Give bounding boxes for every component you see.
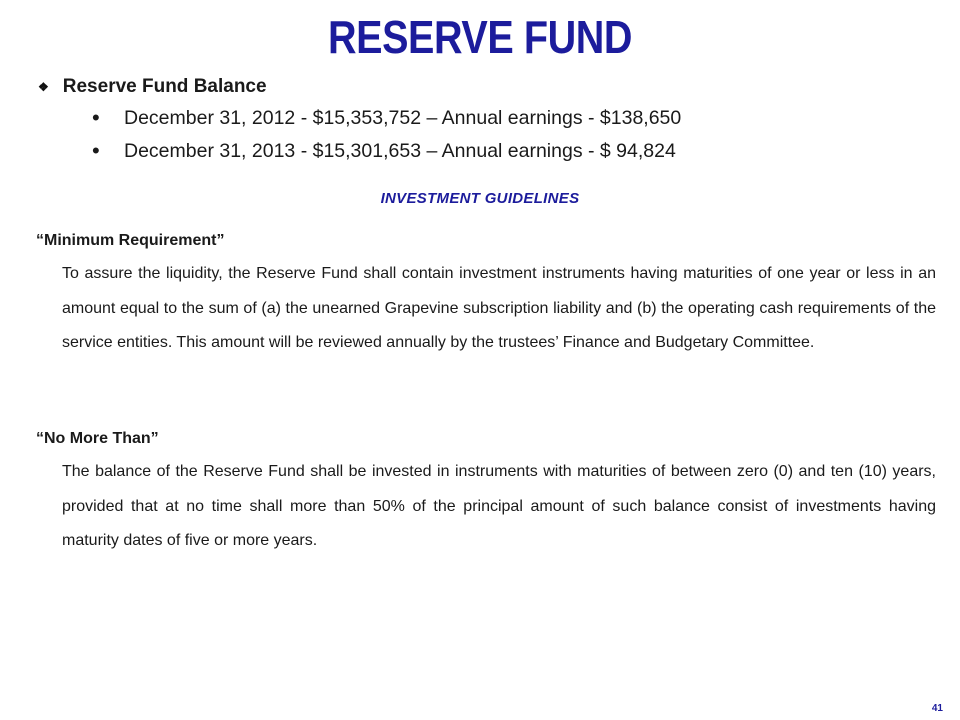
diamond-bullet-icon: ❖ — [38, 80, 49, 94]
balance-item-text: December 31, 2013 - $15,301,653 – Annual earnings - $ 94,824 — [124, 140, 676, 162]
list-item — [92, 139, 681, 172]
no-more-than-paragraph: The balance of the Reserve Fund shall be invested in instruments with maturities of between zero (0) and ten (10) years, provided that at no time shall more than 50% of the principal amount of such balance consist of investments having maturity dates of five or more years. — [62, 463, 936, 549]
list-item — [92, 106, 681, 139]
minimum-requirement-paragraph: To assure the liquidity, the Reserve Fund shall contain investment instruments having maturities of one year or less in an amount equal to the sum of (a) the unearned Grapevine subscription liability and (b) the operating cash requirements of the service entities. This amount will be reviewed annually by the trustees’ Finance and Budgetary Committee. — [62, 265, 936, 351]
balance-heading-label: Reserve Fund Balance — [62, 76, 267, 97]
page-number: 41 — [931, 703, 943, 714]
reserve-fund-balance-heading — [38, 76, 267, 98]
balance-list — [92, 106, 681, 172]
slide-title: RESERVE FUND — [327, 11, 633, 63]
no-more-than-heading: “No More Than” — [36, 430, 159, 447]
bullet-icon: • — [92, 105, 100, 130]
investment-guidelines-heading: INVESTMENT GUIDELINES — [380, 190, 580, 207]
bullet-icon: • — [92, 138, 100, 163]
minimum-requirement-heading: “Minimum Requirement” — [36, 232, 225, 249]
balance-item-text: December 31, 2012 - $15,353,752 – Annual earnings - $138,650 — [124, 107, 682, 129]
